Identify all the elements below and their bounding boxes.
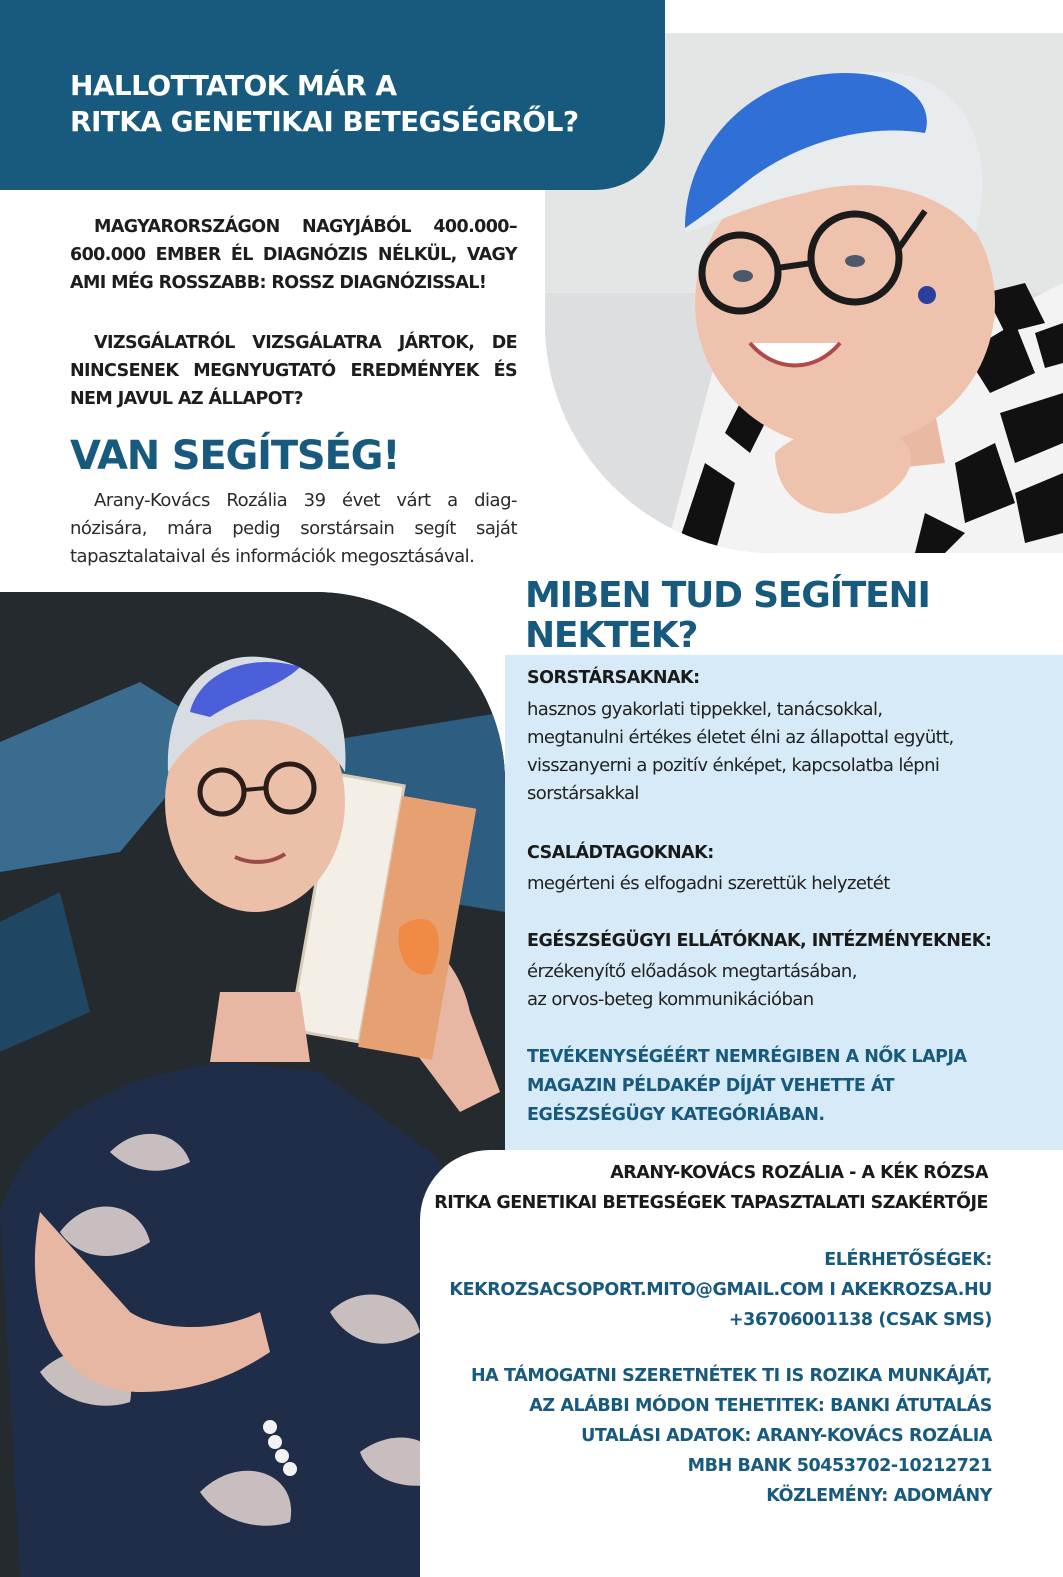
group-title-healthcare: EGÉSZSÉGÜGYI ELLÁTÓKNAK, INTÉZMÉNYEKNEK: [527, 931, 992, 951]
contact-block[interactable]: ELÉRHETŐSÉGEK: KEKROZSACSOPORT.MITO@GMAIL.COM I AKEKROZSA.HU +36706001138 (CSAK SMS) [449, 1250, 992, 1330]
donation-block: HA TÁMOGATNI SZERETNÉTEK TI IS ROZIKA MUNKÁJÁT, AZ ALÁBBI MÓDON TEHETITEK: BANKI ÁTUTALÁS UTALÁSI ADATOK: ARANY-KOVÁCS ROZÁLIA MBH BANK 50453702-10212721 KÖZLEMÉNY: ADOMÁNY [470, 1366, 992, 1506]
award-note: TEVÉKENYSÉGÉÉRT NEMRÉGIBEN A NŐK LAPJA MAGAZIN PÉLDAKÉP DÍJÁT VEHETTE ÁT EGÉSZSÉGÜGY KATEGÓRIÁBAN. [527, 1047, 967, 1125]
help-section-title: MIBEN TUD SEGÍTENI NEKTEK? [525, 575, 930, 656]
group-text-peers: hasznos gyakorlati tippekkel, tanácsokkal, megtanulni értékes életet élni az állapottal együtt, visszanyerni a pozitív énképet, kapcsolatba lépni sorstársakkal [527, 699, 954, 804]
help-headline: VAN SEGÍTSÉG! [70, 433, 400, 479]
signature-block: ARANY-KOVÁCS ROZÁLIA - A KÉK RÓZSA RITKA GENETIKAI BETEGSÉGEK TAPASZTALATI SZAKÉRTŐJE [434, 1163, 988, 1213]
group-text-family: megérteni és elfogadni szerettük helyzetét [527, 873, 890, 894]
intro-paragraph-2: VIZSGÁLATRÓL VIZSGÁLATRA JÁRTOK, DE NINCSENEK MEGNYUGTATÓ EREDMÉNYEK ÉS NEM JAVUL AZ ÁLLAPOT? [70, 333, 517, 409]
group-title-peers: SORSTÁRSAKNAK: [527, 668, 700, 688]
page-title: HALLOTTATOK MÁR A RITKA GENETIKAI BETEGSÉGRŐL? [70, 69, 579, 138]
group-text-healthcare: érzékenyítő előadások megtartásában, az orvos-beteg kommunikációban [527, 961, 857, 1010]
intro-paragraph-1: MAGYARORSZÁGON NAGYJÁBÓL 400.000–600.000 EMBER ÉL DIAGNÓZIS NÉLKÜL, VAGY AMI MÉG ROSSZABB: ROSSZ DIAGNÓZISSAL! [70, 217, 517, 293]
story-paragraph: Arany-Kovács Rozália 39 évet várt a diag-nózisára, mára pedig sorstársain segít saját tapasztalataival és információk megosztásával. [70, 490, 517, 567]
group-title-family: CSALÁDTAGOKNAK: [527, 843, 714, 863]
